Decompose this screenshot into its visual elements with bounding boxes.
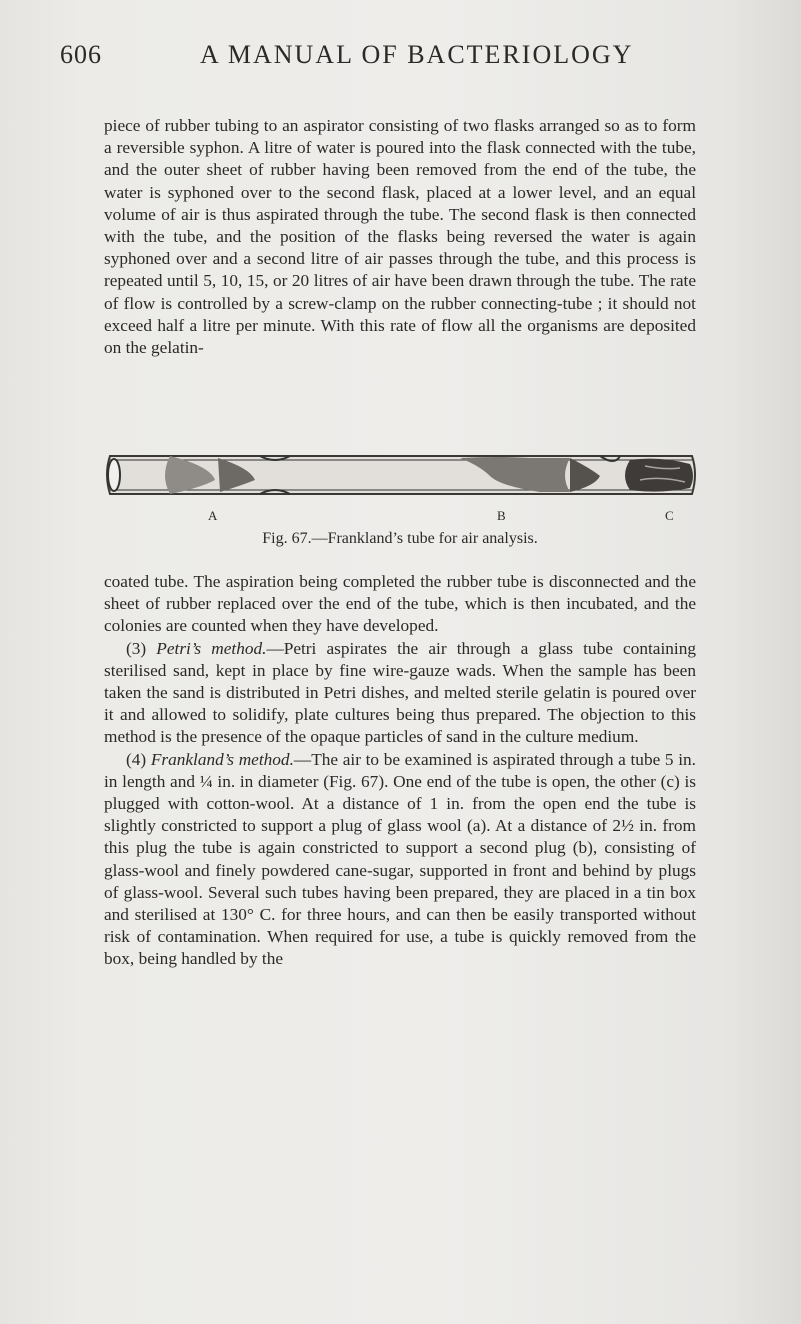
paragraph-continued: piece of rubber tubing to an aspirator consisting of two flasks arranged so as to form a reversible syphon. A litre of water is poured into the flask connected with the tube, and the outer sheet of rubber having been removed from the end of the tube, the water is syphoned over to the second flask, placed at a lower level, and an equal volume of air is thus aspirated through the tube. The second flask is then connected with the tube, and the position of the flasks being reversed the water is again syphoned over and a second litre of air passes through the tube, and this process is repeated until 5, 10, 15, or 20 litres of air have been drawn through the tube. The rate of flow is controlled by a screw-clamp on the rubber connecting-tube ; it should not exceed half a litre per minute. With this rate of flow all the organisms are deposited on the gelatin- (104, 116, 696, 358)
frankland-number: (4) (126, 749, 151, 769)
tube-open-end (108, 459, 120, 491)
figure-label-a: A (208, 508, 219, 523)
frankland-method-title: Frankland’s method. (150, 749, 294, 769)
page-number: 606 (60, 40, 102, 69)
frankland-method-text: —The air to be examined is aspirated through a tube 5 in. in length and ¼ in. in diameter (Fig. 67). One end of the tube is open, the other (c) is plugged with cotton-wool. At a distance of 1 in. from the open end the tube is slightly constricted to support a plug of glass wool (a). At a distance of 2½ in. from this plug the tube is again constricted to support a second plug (b), consisting of glass-wool and finely powdered cane-sugar, supported in front and behind by plugs of glass-wool. Several such tubes having been prepared, they are placed in a tin box and sterilised at 130° C. for three hours, and can then be easily transported without risk of contamination. When required for use, a tube is quickly removed from the box, being handled by the (104, 749, 696, 969)
paragraph-coated-tube: coated tube. The aspiration being completed the rubber tube is disconnected and the sheet of rubber replaced over the end of the tube, which is then incubated, and the colonies are counted when they have developed. (104, 572, 696, 636)
petri-number: (3) (126, 638, 157, 658)
paragraph-frankland-method (104, 749, 696, 971)
paragraph-petri-method (104, 638, 696, 749)
body-text-bottom (104, 571, 696, 971)
plug-c-cotton-wool (625, 459, 693, 492)
running-title: A MANUAL OF BACTERIOLOGY (200, 40, 634, 69)
petri-method-title: Petri’s method. (156, 638, 267, 658)
page-header (60, 40, 760, 80)
figure-label-c: C (665, 508, 675, 523)
frankland-tube-illustration (100, 446, 700, 502)
figure-label-b: B (497, 508, 507, 523)
figure-caption: Fig. 67.—Frankland’s tube for air analysis. (262, 530, 538, 547)
figure-frankland-tube (100, 446, 700, 502)
body-text-top (104, 115, 696, 359)
petri-method-text: —Petri aspirates the air through a glass tube containing sterilised sand, kept in place by fine wire-gauze wads. When the sample has been taken the sand is distributed in Petri dishes, and melted sterile gelatin is poured over it and allowed to solidify, plate cultures being thus prepared. The objection to this method is the presence of the opaque particles of sand in the culture medium. (104, 638, 696, 747)
